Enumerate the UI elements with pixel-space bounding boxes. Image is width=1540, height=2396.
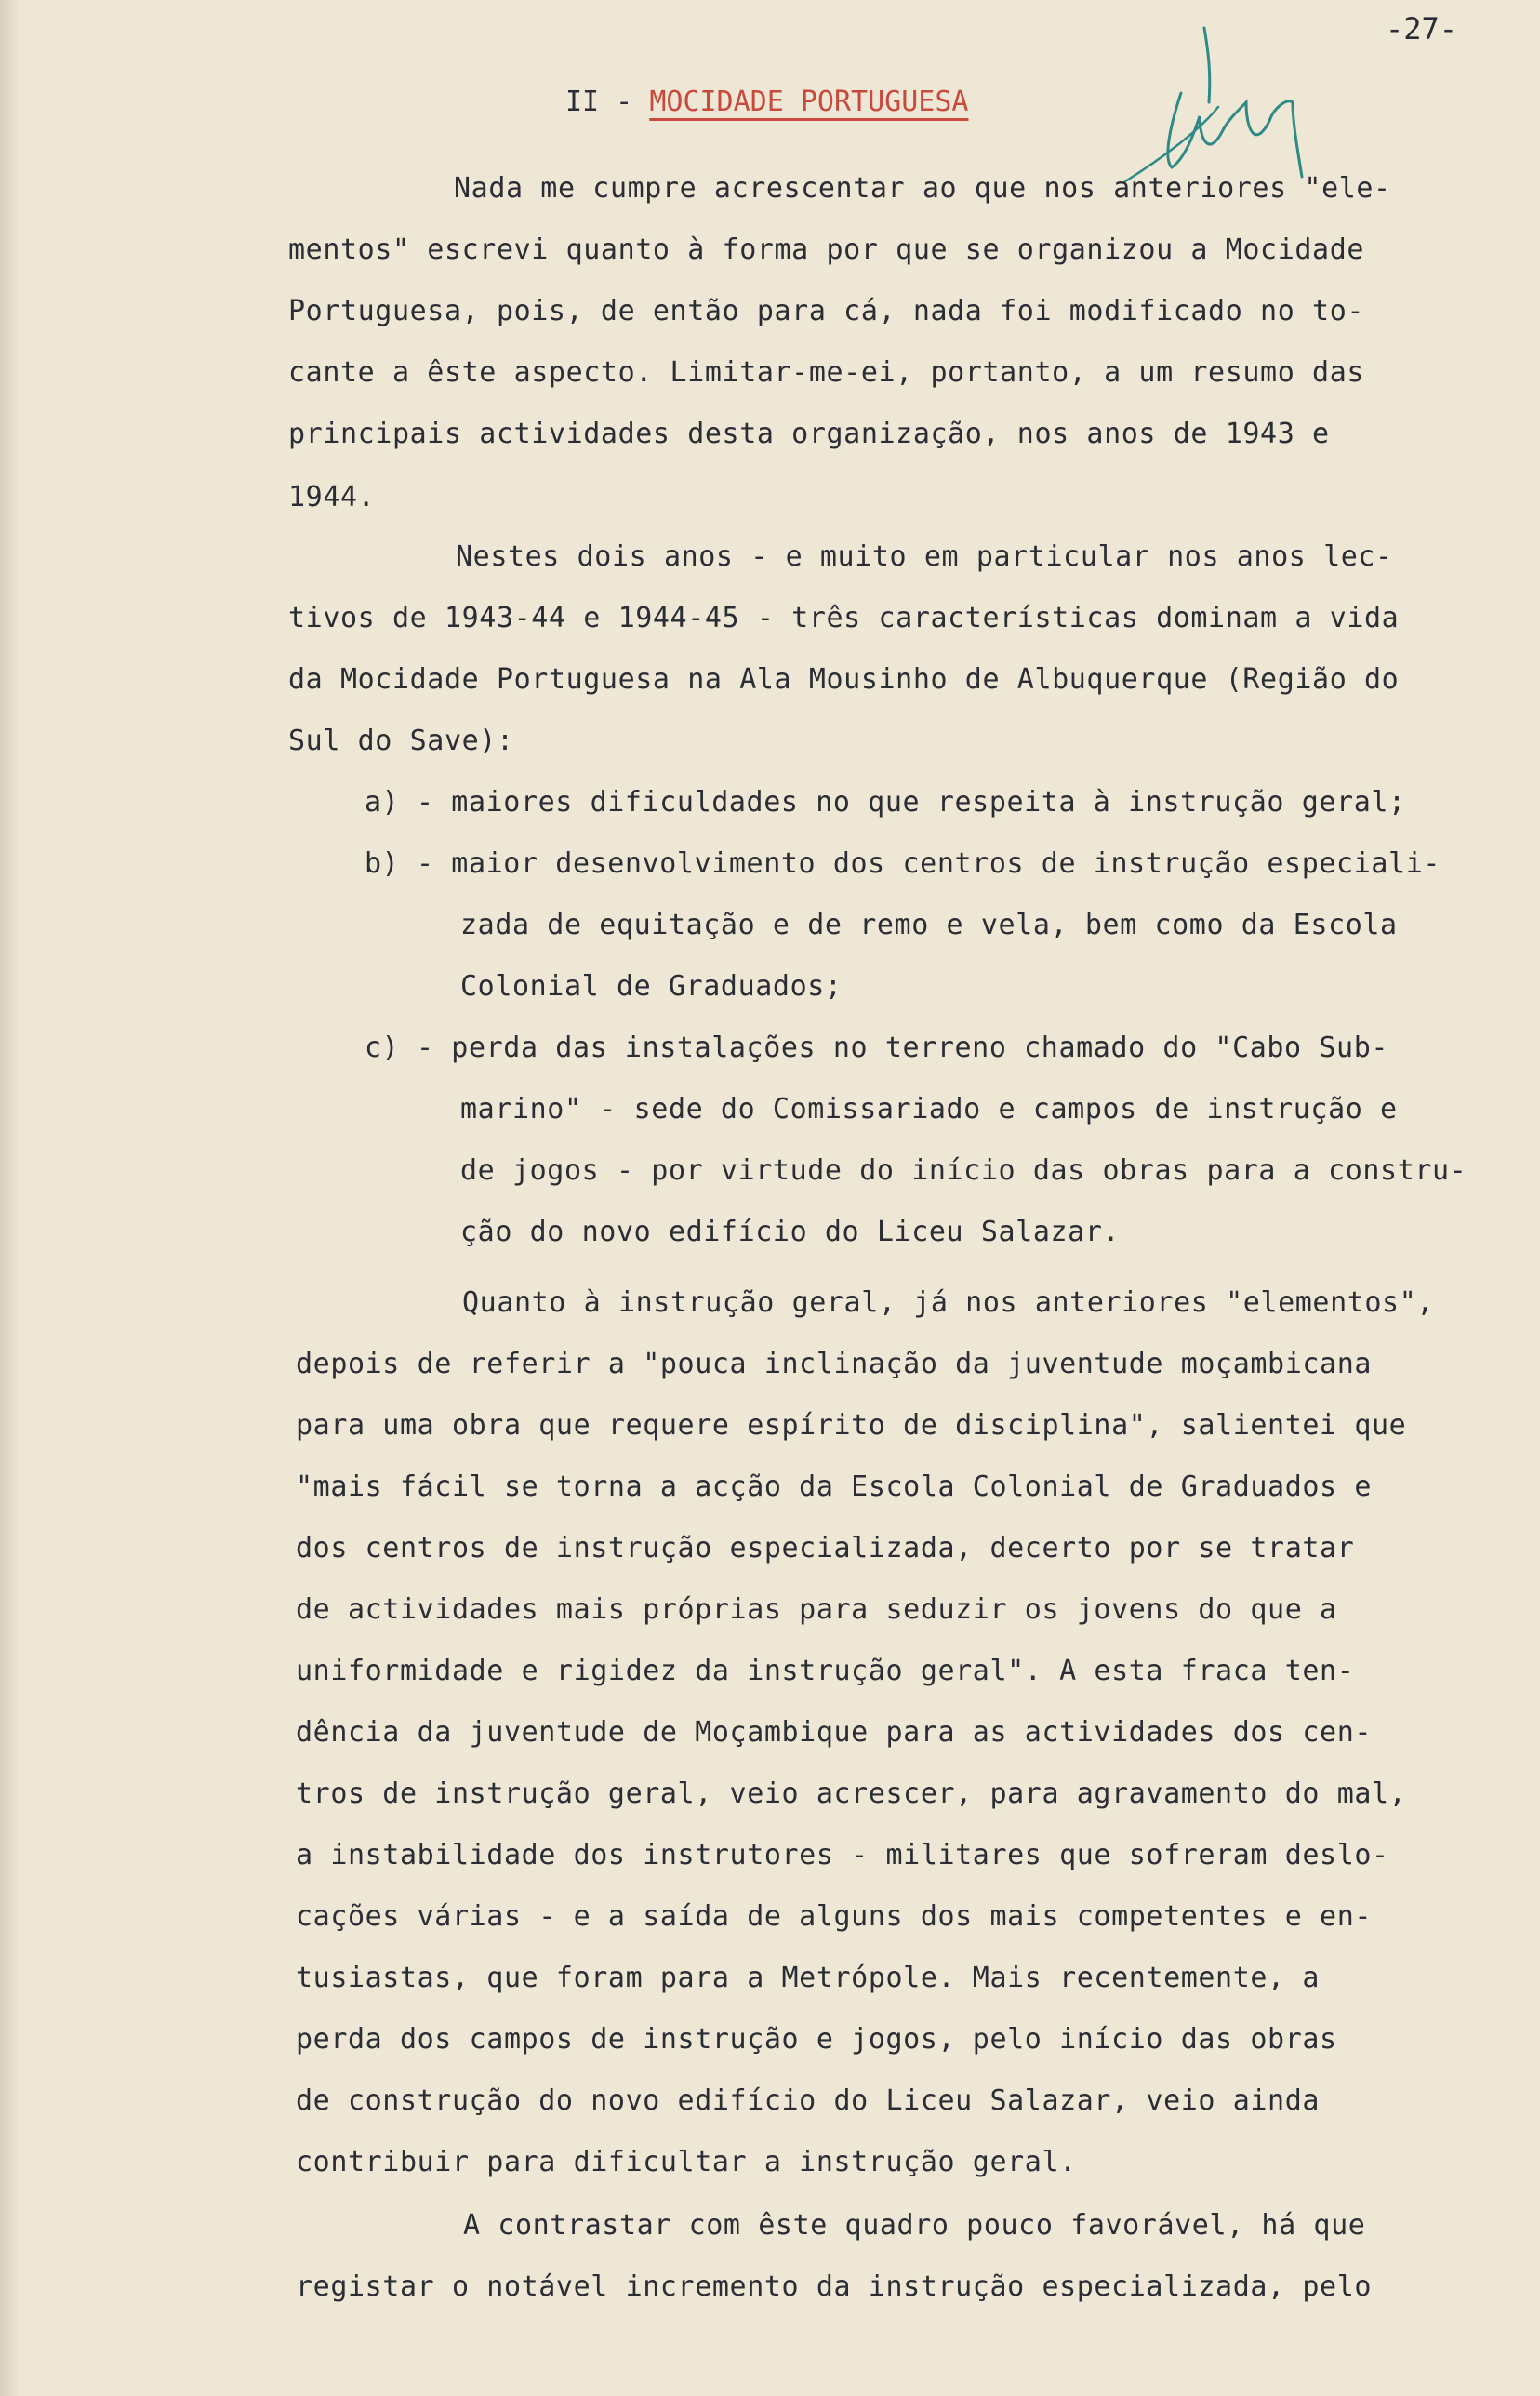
heading-title: MOCIDADE PORTUGUESA	[649, 86, 969, 118]
text-line: Sul do Save):	[288, 725, 514, 757]
text-line: principais actividades desta organização, nos anos de 1943 e	[288, 418, 1330, 450]
text-line: 1944.	[288, 481, 376, 513]
text-line: tros de instrução geral, veio acrescer, para agravamento do mal,	[296, 1777, 1407, 1810]
heading-numeral: II -	[565, 86, 650, 118]
text-line: de construção do novo edifício do Liceu Salazar, veio ainda	[296, 2084, 1321, 2117]
text-line: a instabilidade dos instrutores - militares que sofreram deslo-	[296, 1839, 1389, 1871]
text-line: depois de referir a "pouca inclinação da juventude moçambicana	[296, 1348, 1373, 1380]
text-line: Colonial de Graduados;	[460, 970, 843, 1003]
text-line: ção do novo edifício do Liceu Salazar.	[460, 1216, 1121, 1248]
text-line: cações várias - e a saída de alguns dos mais competentes e en-	[296, 1900, 1373, 1933]
text-line: Nestes dois anos - e muito em particular nos anos lec-	[456, 540, 1393, 573]
section-heading	[565, 86, 968, 118]
text-line: de actividades mais próprias para seduzir os jovens do que a	[296, 1593, 1337, 1626]
text-line: uniformidade e rigidez da instrução geral". A esta fraca ten-	[296, 1655, 1355, 1687]
text-line: cante a êste aspecto. Limitar-me-ei, portanto, a um resumo das	[288, 356, 1365, 389]
text-line: contribuir para dificultar a instrução geral.	[296, 2146, 1077, 2178]
page-edge	[0, 0, 20, 2396]
text-line: "mais fácil se torna a acção da Escola Colonial de Graduados e	[296, 1471, 1373, 1503]
text-line: tusiastas, que foram para a Metrópole. Mais recentemente, a	[296, 1962, 1321, 1994]
list-item-a: a) - maiores dificuldades no que respeita à instrução geral;	[365, 786, 1406, 819]
list-item-b: b) - maior desenvolvimento dos centros de instrução especiali-	[365, 847, 1441, 880]
text-line: perda dos campos de instrução e jogos, pelo início das obras	[296, 2023, 1337, 2056]
text-line: de jogos - por virtude do início das obras para a constru-	[460, 1154, 1467, 1187]
text-line: registar o notável incremento da instrução especializada, pelo	[296, 2270, 1373, 2303]
text-line: dência da juventude de Moçambique para as actividades dos cen-	[296, 1716, 1373, 1749]
text-line: dos centros de instrução especializada, decerto por se tratar	[296, 1532, 1355, 1564]
text-line: da Mocidade Portuguesa na Ala Mousinho de Albuquerque (Região do	[288, 663, 1400, 696]
text-line: Quanto à instrução geral, já nos anteriores "elementos",	[462, 1286, 1435, 1319]
text-line: Nada me cumpre acrescentar ao que nos anteriores "ele-	[454, 172, 1391, 205]
page-number: -27-	[1386, 11, 1458, 47]
list-item-c: c) - perda das instalações no terreno chamado do "Cabo Sub-	[365, 1032, 1389, 1064]
text-line: para uma obra que requere espírito de disciplina", salientei que	[296, 1409, 1407, 1442]
text-line: mentos" escrevi quanto à forma por que se organizou a Mocidade	[288, 233, 1365, 266]
text-line: zada de equitação e de remo e vela, bem como da Escola	[460, 909, 1398, 941]
text-line: tivos de 1943-44 e 1944-45 - três características dominam a vida	[288, 602, 1400, 634]
text-line: Portuguesa, pois, de então para cá, nada foi modificado no to-	[288, 295, 1365, 327]
text-line: A contrastar com êste quadro pouco favorável, há que	[463, 2209, 1366, 2242]
text-line: marino" - sede do Comissariado e campos de instrução e	[460, 1093, 1398, 1125]
